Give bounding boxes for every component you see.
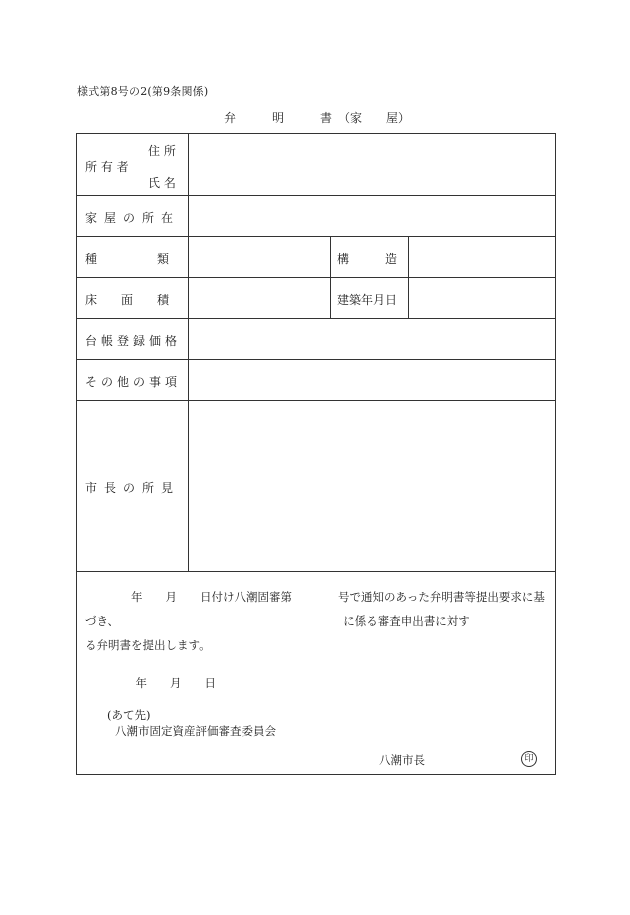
row-divider: [77, 571, 555, 572]
mayor-opinion-label: 市長の所見: [85, 481, 181, 495]
owner-name-label: 氏 名: [148, 176, 176, 190]
floor-area-label: 床 面 積: [85, 293, 170, 307]
owner-label: 所 有 者: [85, 160, 129, 174]
type-value[interactable]: [189, 237, 330, 277]
location-value[interactable]: [189, 196, 555, 236]
other-matters-value[interactable]: [189, 360, 555, 400]
statement-line-1: 年 月 日付け八潮固審第 号で通知のあった弁明書等提出要求に基: [85, 590, 545, 604]
location-label: 家屋の所在: [85, 211, 181, 225]
build-date-value[interactable]: [409, 278, 555, 318]
mayor-opinion-value[interactable]: [189, 401, 555, 571]
form-number: 様式第8号の2(第9条関係): [77, 85, 209, 98]
structure-label: 構 造: [337, 252, 398, 266]
signer: 八潮市長: [379, 753, 425, 767]
seal-icon: 印: [521, 751, 537, 767]
owner-value[interactable]: [189, 134, 555, 195]
document-title: 弁 明 書 （家 屋）: [224, 111, 411, 125]
ledger-price-label: 台帳登録価格: [85, 334, 182, 348]
other-matters-label: その他の事項: [85, 375, 182, 389]
structure-value[interactable]: [409, 237, 555, 277]
statement-line-3: る弁明書を提出します。: [85, 638, 211, 652]
statement-line-2: づき、 に係る審査申出書に対す: [85, 614, 470, 628]
column-divider: [330, 236, 331, 318]
ledger-price-value[interactable]: [189, 319, 555, 359]
form-table: [76, 133, 556, 775]
owner-address-label: 住 所: [148, 144, 176, 158]
build-date-label: 建築年月日: [337, 293, 398, 307]
type-label: 種 類: [85, 252, 170, 266]
addressee: 八潮市固定資産評価審査委員会: [115, 724, 276, 738]
submission-date: 年 月 日: [101, 676, 216, 690]
addressee-label: (あて先): [107, 708, 151, 722]
floor-area-value[interactable]: [189, 278, 330, 318]
